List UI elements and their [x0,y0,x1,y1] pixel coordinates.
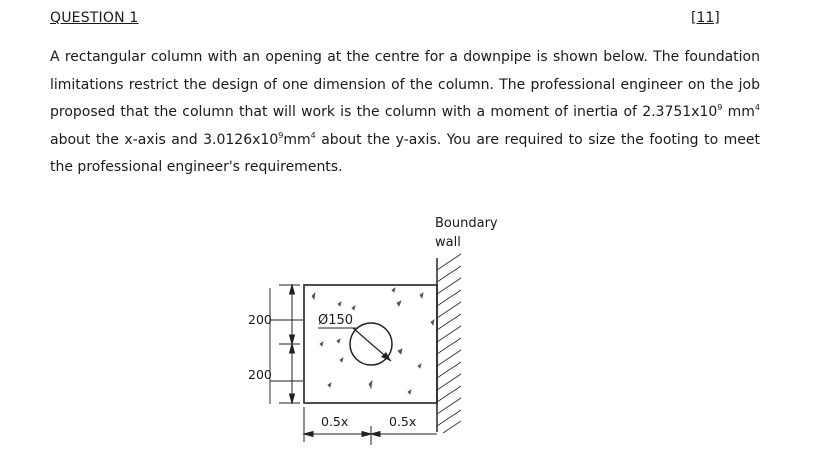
boundary-label-line2: wall [435,235,461,250]
exponent-2: 4 [754,103,760,112]
concrete-aggregate [312,288,434,394]
question-text-part-3: about the x-axis and 3.0126x10 [50,131,279,148]
dim-left-width: 0.5x [321,414,349,429]
dim-top-height: 200 [248,312,272,327]
exponent-1: 9 [717,103,723,112]
hole-diameter-label: Ø150 [318,313,354,328]
question-title: QUESTION 1 [50,10,139,26]
wall-hatching [437,254,461,433]
question-text-part-4: mm [283,131,311,148]
question-marks: [11] [691,10,720,26]
question-text-part-2: mm [722,104,755,120]
question-text-part-5: about the y-axis. You are required to size the footing to meet the professional engineer's requirements. [50,131,761,175]
dim-bottom-height: 200 [248,367,272,382]
boundary-wall [437,254,461,433]
downpipe-opening [350,323,392,365]
dim-right-width: 0.5x [389,414,417,429]
exponent-3: 9 [278,130,284,140]
boundary-label-line1: Boundary [435,216,498,231]
question-text-part-1: A rectangular column with an opening at the centre for a downpipe is shown below. The foundation limitations restrict the design of one dimension of the column. The professional engineer on the job proposed that the column that will work is the column with a moment of inertia of 2.3751x10 [50,49,760,120]
exponent-4: 4 [310,130,316,140]
left-dimension-lines [270,285,303,404]
